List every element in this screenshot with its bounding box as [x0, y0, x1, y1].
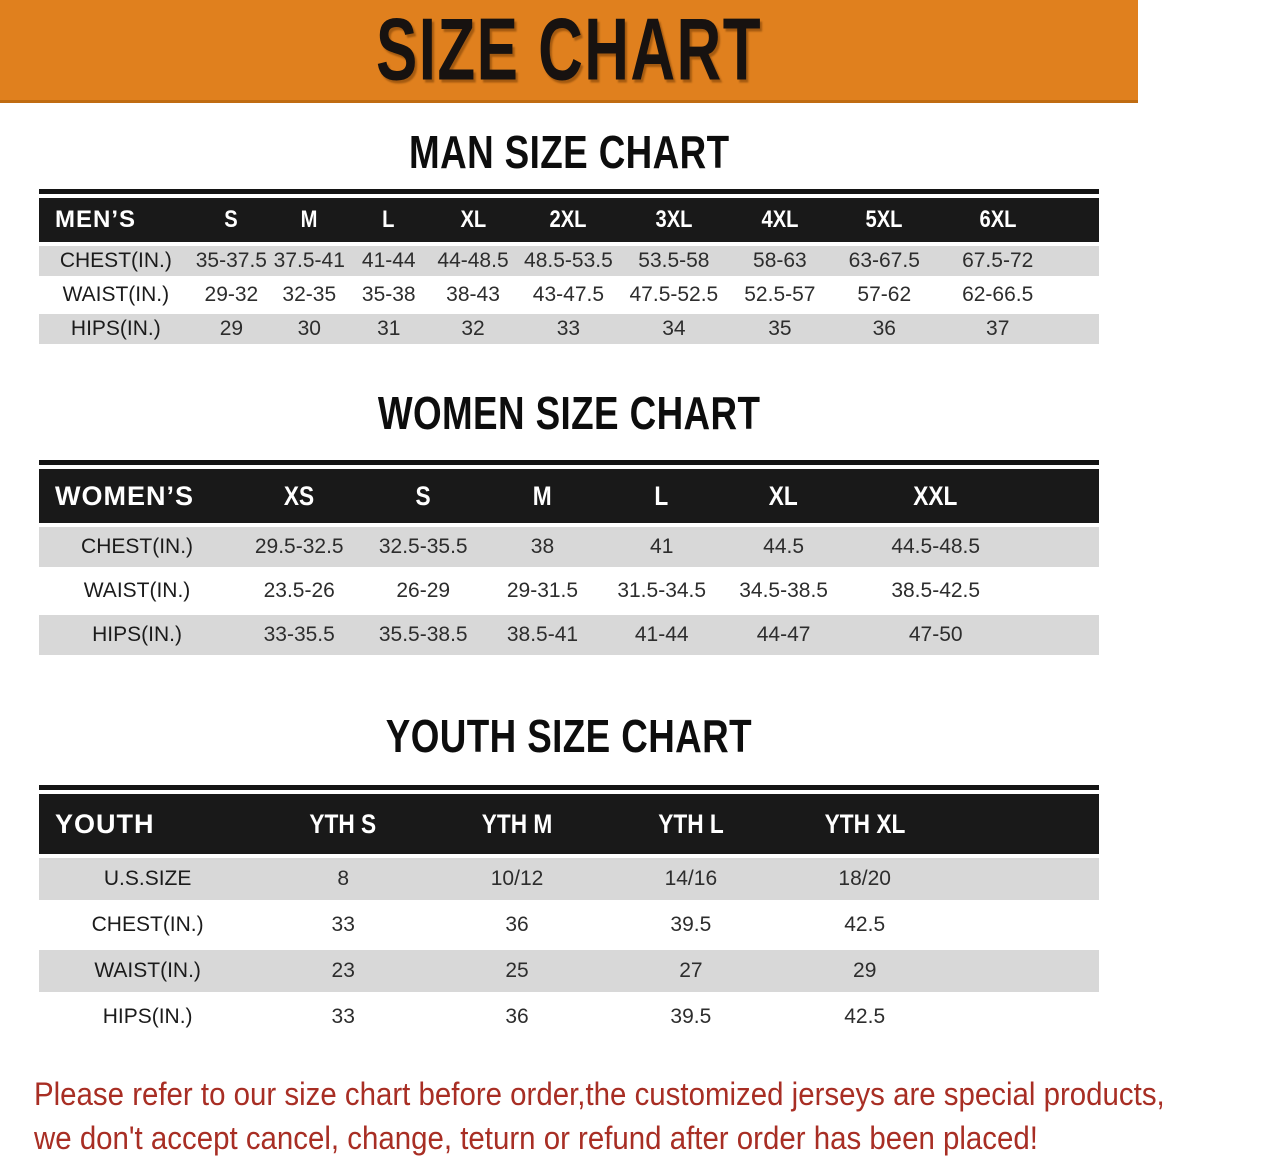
women-hips-row [39, 615, 1099, 655]
spacer-cell [1059, 280, 1099, 310]
cell: 42.5 [778, 996, 952, 1038]
cell: 29 [193, 314, 270, 344]
cell: 33 [517, 314, 620, 344]
men-hips-row [39, 314, 1099, 344]
cell: 31.5-34.5 [602, 571, 722, 611]
men-col-xl: XL [429, 198, 517, 242]
women-chest-row [39, 527, 1099, 567]
youth-chest-row [39, 904, 1099, 946]
cell: 39.5 [604, 996, 778, 1038]
cell: 53.5-58 [620, 246, 728, 276]
youth-section-heading-text: YOUTH SIZE CHART [385, 710, 753, 762]
cell: 38.5-41 [483, 615, 602, 655]
cell: 42.5 [778, 904, 952, 946]
disclaimer-line-2: we don't accept cancel, change, teturn or refund after order has been placed! [34, 1120, 1038, 1156]
cell: 38-43 [429, 280, 517, 310]
cell: 52.5-57 [728, 280, 832, 310]
spacer-cell [1026, 615, 1099, 655]
disclaimer-line-1: Please refer to our size chart before order,the customized jerseys are special products, [34, 1076, 1165, 1112]
spacer-cell [1059, 246, 1099, 276]
row-label: WAIST(IN.) [39, 571, 235, 611]
men-col-l: L [349, 198, 430, 242]
row-label: HIPS(IN.) [39, 314, 193, 344]
youth-col-s: YTH S [256, 794, 430, 854]
cell: 23.5-26 [235, 571, 363, 611]
row-label: CHEST(IN.) [39, 527, 235, 567]
women-col-xs: XS [235, 469, 363, 523]
cell: 44-47 [722, 615, 846, 655]
cell: 25 [430, 950, 604, 992]
cell: 58-63 [728, 246, 832, 276]
cell: 30 [270, 314, 348, 344]
women-size-table [39, 460, 1099, 659]
cell: 67.5-72 [937, 246, 1059, 276]
spacer-cell [952, 950, 1099, 992]
cell: 14/16 [604, 858, 778, 900]
cell: 31 [349, 314, 430, 344]
youth-col-xl: YTH XL [778, 794, 952, 854]
cell: 32-35 [270, 280, 348, 310]
cell: 29 [778, 950, 952, 992]
cell: 35-38 [349, 280, 430, 310]
youth-size-table [39, 785, 1099, 1042]
cell: 23 [256, 950, 430, 992]
cell: 34.5-38.5 [722, 571, 846, 611]
men-header-row [39, 198, 1099, 242]
spacer-cell [952, 858, 1099, 900]
cell: 63-67.5 [832, 246, 937, 276]
youth-ussize-row [39, 858, 1099, 900]
cell: 41-44 [349, 246, 430, 276]
cell: 47-50 [846, 615, 1026, 655]
women-col-l: L [602, 469, 722, 523]
cell: 39.5 [604, 904, 778, 946]
cell: 33 [256, 904, 430, 946]
cell: 44-48.5 [429, 246, 517, 276]
cell: 37.5-41 [270, 246, 348, 276]
spacer-cell [1059, 314, 1099, 344]
cell: 36 [430, 996, 604, 1038]
women-section-heading-text: WOMEN SIZE CHART [377, 387, 761, 439]
cell: 38.5-42.5 [846, 571, 1026, 611]
cell: 62-66.5 [937, 280, 1059, 310]
cell: 35.5-38.5 [363, 615, 483, 655]
cell: 35 [728, 314, 832, 344]
cell: 44.5 [722, 527, 846, 567]
cell: 37 [937, 314, 1059, 344]
cell: 29-31.5 [483, 571, 602, 611]
cell: 33-35.5 [235, 615, 363, 655]
youth-col-l: YTH L [604, 794, 778, 854]
row-label: CHEST(IN.) [39, 246, 193, 276]
youth-hips-row [39, 996, 1099, 1038]
cell: 48.5-53.5 [517, 246, 620, 276]
cell: 41 [602, 527, 722, 567]
men-col-4xl: 4XL [728, 198, 832, 242]
women-col-s: S [363, 469, 483, 523]
men-size-table [39, 189, 1099, 348]
row-label: CHEST(IN.) [39, 904, 256, 946]
women-header-row [39, 469, 1099, 523]
cell: 8 [256, 858, 430, 900]
row-label: HIPS(IN.) [39, 615, 235, 655]
men-chest-row [39, 246, 1099, 276]
youth-table-title: YOUTH [39, 794, 256, 854]
cell: 18/20 [778, 858, 952, 900]
youth-col-m: YTH M [430, 794, 604, 854]
cell: 33 [256, 996, 430, 1038]
row-label: WAIST(IN.) [39, 280, 193, 310]
cell: 41-44 [602, 615, 722, 655]
youth-waist-row [39, 950, 1099, 992]
cell: 47.5-52.5 [620, 280, 728, 310]
row-label: U.S.SIZE [39, 858, 256, 900]
cell: 27 [604, 950, 778, 992]
row-label: WAIST(IN.) [39, 950, 256, 992]
men-col-5xl: 5XL [832, 198, 937, 242]
cell: 32 [429, 314, 517, 344]
men-col-6xl: 6XL [937, 198, 1059, 242]
cell: 10/12 [430, 858, 604, 900]
men-section-heading [0, 125, 1138, 179]
women-col-xl: XL [722, 469, 846, 523]
cell: 26-29 [363, 571, 483, 611]
spacer-cell [1026, 469, 1099, 523]
women-col-xxl: XXL [846, 469, 1026, 523]
women-col-m: M [483, 469, 602, 523]
women-table-title: WOMEN’S [39, 469, 235, 523]
cell: 57-62 [832, 280, 937, 310]
spacer-cell [1059, 198, 1099, 242]
men-col-2xl: 2XL [517, 198, 620, 242]
cell: 44.5-48.5 [846, 527, 1026, 567]
row-label: HIPS(IN.) [39, 996, 256, 1038]
women-section-heading [0, 386, 1138, 440]
disclaimer-text [34, 1072, 1165, 1160]
cell: 35-37.5 [193, 246, 270, 276]
men-col-s: S [193, 198, 270, 242]
cell: 29.5-32.5 [235, 527, 363, 567]
spacer-cell [1026, 527, 1099, 567]
men-col-3xl: 3XL [620, 198, 728, 242]
youth-header-row [39, 794, 1099, 854]
cell: 32.5-35.5 [363, 527, 483, 567]
men-section-heading-text: MAN SIZE CHART [408, 126, 730, 178]
cell: 38 [483, 527, 602, 567]
cell: 36 [430, 904, 604, 946]
banner-title: SIZE CHART [376, 0, 762, 99]
youth-section-heading [0, 709, 1138, 763]
spacer-cell [1026, 571, 1099, 611]
spacer-cell [952, 996, 1099, 1038]
cell: 29-32 [193, 280, 270, 310]
men-table-title: MEN’S [39, 198, 193, 242]
size-chart-banner [0, 0, 1138, 103]
spacer-cell [952, 904, 1099, 946]
cell: 34 [620, 314, 728, 344]
cell: 43-47.5 [517, 280, 620, 310]
spacer-cell [952, 794, 1099, 854]
men-waist-row [39, 280, 1099, 310]
cell: 36 [832, 314, 937, 344]
women-waist-row [39, 571, 1099, 611]
men-col-m: M [270, 198, 348, 242]
